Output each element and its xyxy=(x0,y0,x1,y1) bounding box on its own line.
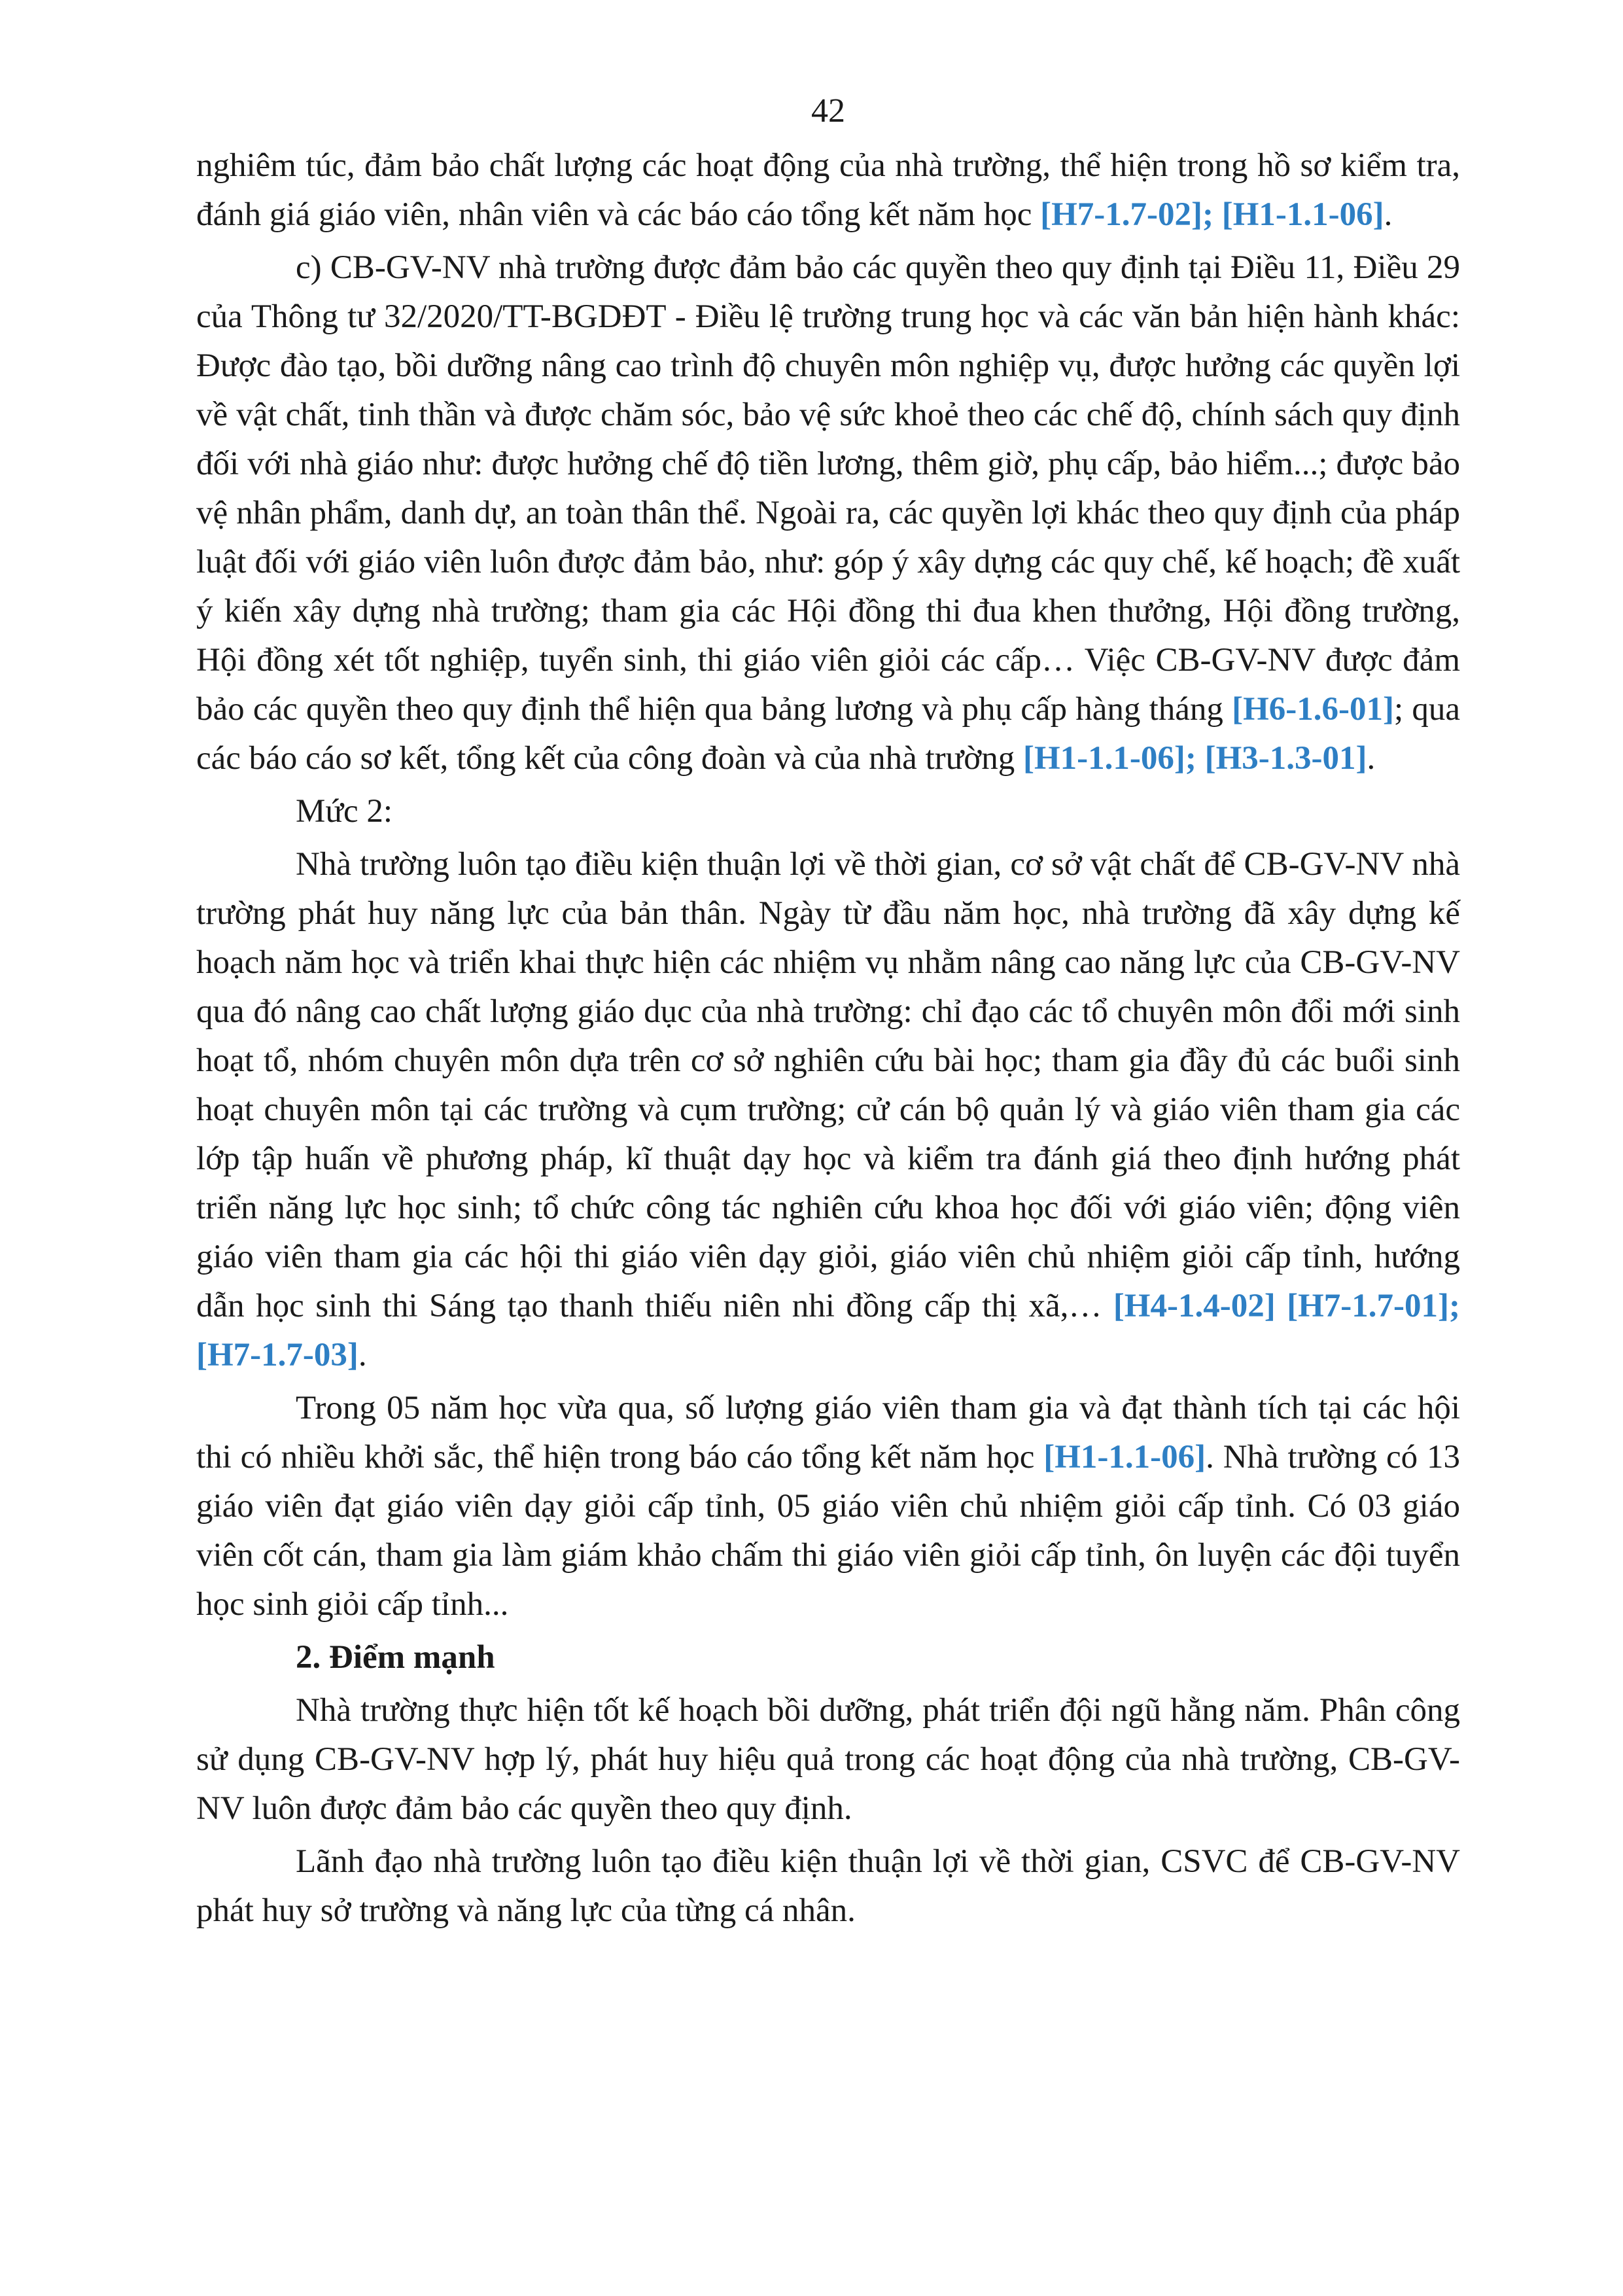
paragraph-text: . xyxy=(1384,196,1393,233)
evidence-reference: [H1-1.1-06] xyxy=(1043,1439,1206,1475)
evidence-reference: [H7-1.7-02]; [H1-1.1-06] xyxy=(1040,196,1384,233)
page-number: 42 xyxy=(811,92,845,130)
paragraph-rights xyxy=(196,243,1460,783)
section-heading-strengths: 2. Điểm mạnh xyxy=(296,1639,495,1676)
level-2-label: Mức 2: xyxy=(296,793,393,830)
paragraph-text: Trong 05 năm học vừa qua, số lượng giáo viên tham gia và đạt thành tích tại các hội thi có nhiều khởi sắc, thể hiện trong báo cáo tổng kết năm học xyxy=(196,1390,1460,1475)
paragraph-text: ; qua các báo cáo sơ kết, tổng kết của công đoàn và của nhà trường xyxy=(196,691,1461,777)
document-page xyxy=(196,85,1460,1939)
paragraph-text: . xyxy=(358,1337,367,1373)
paragraph-strength-2: Lãnh đạo nhà trường luôn tạo điều kiện thuận lợi về thời gian, CSVC để CB-GV-NV phát huy sở trường và năng lực của từng cá nhân. xyxy=(196,1843,1460,1929)
paragraph-strength-1: Nhà trường thực hiện tốt kế hoạch bồi dưỡng, phát triển đội ngũ hằng năm. Phân công sử dụng CB-GV-NV hợp lý, phát huy hiệu quả trong các hoạt động của nhà trường, CB-GV-NV luôn được đảm bảo các quyền theo quy định. xyxy=(196,1692,1460,1827)
evidence-reference: [H6-1.6-01] xyxy=(1232,691,1394,728)
evidence-reference: [H1-1.1-06]; [H3-1.3-01] xyxy=(1023,740,1367,777)
paragraph-achievements xyxy=(196,1384,1460,1629)
paragraph-continuation xyxy=(196,141,1460,239)
paragraph-conditions xyxy=(196,840,1460,1380)
paragraph-text: . xyxy=(1367,740,1376,777)
paragraph-text: nghiêm túc, đảm bảo chất lượng các hoạt động của nhà trường, thể hiện trong hồ sơ kiểm tra, đánh giá giáo viên, nhân viên và các báo cáo tổng kết năm học xyxy=(196,147,1460,233)
evidence-reference: [H4-1.4-02] [H7-1.7-01]; [H7-1.7-03] xyxy=(196,1288,1460,1373)
paragraph-text: . Nhà trường có 13 giáo viên đạt giáo viên dạy giỏi cấp tỉnh, 05 giáo viên chủ nhiệm giỏi cấp tỉnh. Có 03 giáo viên cốt cán, tham gia làm giám khảo chấm thi giáo viên giỏi cấp tỉnh, ôn luyện các đội tuyển học sinh giỏi cấp tỉnh... xyxy=(196,1439,1460,1623)
paragraph-text: c) CB-GV-NV nhà trường được đảm bảo các quyền theo quy định tại Điều 11, Điều 29 của Thông tư 32/2020/TT-BGDĐT - Điều lệ trường trung học và các văn bản hiện hành khác: Được đào tạo, bồi dưỡng nâng cao trình độ chuyên môn nghiệp vụ, được hưởng các quyền lợi về vật chất, tinh thần và được chăm sóc, bảo vệ sức khoẻ theo các chế độ, chính sách quy định đối với nhà giáo như: được hưởng chế độ tiền lương, thêm giờ, phụ cấp, bảo hiểm...; được bảo vệ nhân phẩm, danh dự, an toàn thân thể. Ngoài ra, các quyền lợi khác theo quy định của pháp luật đối với giáo viên luôn được đảm bảo, như: góp ý xây dựng các quy chế, kế hoạch; đề xuất ý kiến xây dựng nhà trường; tham gia các Hội đồng thi đua khen thưởng, Hội đồng trường, Hội đồng xét tốt nghiệp, tuyển sinh, thi giáo viên giỏi các cấp… Việc CB-GV-NV được đảm bảo các quyền theo quy định thể hiện qua bảng lương và phụ cấp hàng tháng xyxy=(196,249,1460,728)
paragraph-text: Nhà trường luôn tạo điều kiện thuận lợi về thời gian, cơ sở vật chất để CB-GV-NV nhà trường phát huy năng lực của bản thân. Ngày từ đầu năm học, nhà trường đã xây dựng kế hoạch năm học và triển khai thực hiện các nhiệm vụ nhằm nâng cao năng lực của CB-GV-NV qua đó nâng cao chất lượng giáo dục của nhà trường: chỉ đạo các tổ chuyên môn đổi mới sinh hoạt tổ, nhóm chuyên môn dựa trên cơ sở nghiên cứu bài học; tham gia đầy đủ các buổi sinh hoạt chuyên môn tại các trường và cụm trường; cử cán bộ quản lý và giáo viên tham gia các lớp tập huấn về phương pháp, kĩ thuật dạy học và kiểm tra đánh giá theo định hướng phát triển năng lực học sinh; tổ chức công tác nghiên cứu khoa học đối với giáo viên; động viên giáo viên tham gia các hội thi giáo viên dạy giỏi, giáo viên chủ nhiệm giỏi cấp tỉnh, hướng dẫn học sinh thi Sáng tạo thanh thiếu niên nhi đồng cấp thị xã,… xyxy=(196,846,1460,1324)
